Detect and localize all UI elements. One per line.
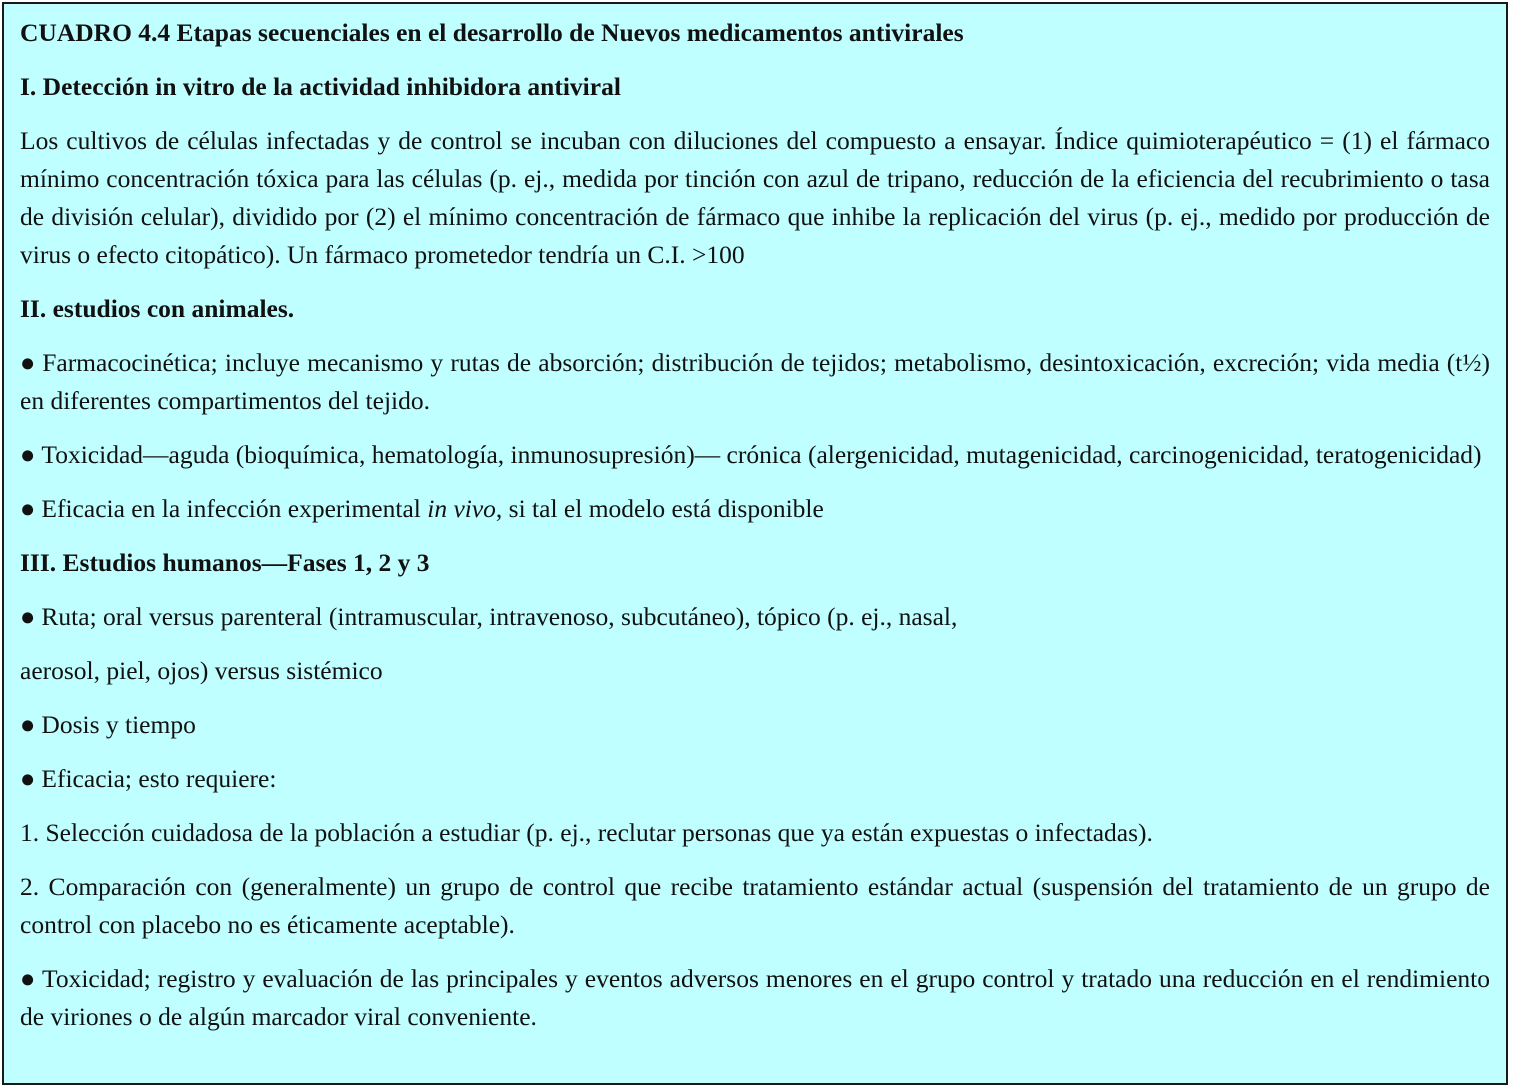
bullet-icon: ● <box>20 602 36 631</box>
route-continuation: aerosol, piel, ojos) versus sistémico <box>20 656 383 685</box>
efficacy-text-pre: Eficacia en la infección experimental <box>41 494 428 523</box>
bullet-icon: ● <box>20 710 36 739</box>
section-3-heading: III. Estudios humanos—Fases 1, 2 y 3 <box>20 548 430 577</box>
list-item <box>20 960 1490 1036</box>
bullet-icon: ● <box>20 440 36 469</box>
section-2-heading: II. estudios con animales. <box>20 294 295 323</box>
efficacy-text-italic: in vivo <box>427 494 496 523</box>
section-1-body: Los cultivos de células infectadas y de control se incuban con diluciones del compuesto a ensayar. Índice quimioterapéutico = (1) el fármaco mínimo concentración tóxica para las células (p. ej., medida por tinción con azul de tripano, reducción de la eficiencia del recubrimiento o tasa de división celular), dividido por (2) el mínimo concentración de fármaco que inhibe la replicación del virus (p. ej., medido por producción de virus o efecto citopático). Un fármaco prometedor tendría un C.I. >100 <box>20 126 1490 269</box>
route-text: Ruta; oral versus parenteral (intramuscular, intravenoso, subcutáneo), tópico (p. ej., nasal, <box>41 602 958 631</box>
requirement-1: 1. Selección cuidadosa de la población a estudiar (p. ej., reclutar personas que ya están expuestas o infectadas). <box>20 818 1153 847</box>
list-item <box>20 598 1490 636</box>
table-title: CUADRO 4.4 Etapas secuenciales en el desarrollo de Nuevos medicamentos antivirales <box>20 18 964 47</box>
list-item <box>20 344 1490 420</box>
section-1-heading: I. Detección in vitro de la actividad inhibidora antiviral <box>20 72 621 101</box>
bullet-icon: ● <box>20 348 37 377</box>
table-box <box>2 2 1508 1085</box>
bullet-icon: ● <box>20 764 36 793</box>
efficacy-text-post: , si tal el modelo está disponible <box>495 494 824 523</box>
requirement-2: 2. Comparación con (generalmente) un grupo de control que recibe tratamiento estándar actual (suspensión del tratamiento de un grupo de control con placebo no es éticamente aceptable). <box>20 872 1490 939</box>
list-item <box>20 760 1490 798</box>
list-item <box>20 436 1490 474</box>
list-item <box>20 706 1490 744</box>
pharmacokinetics-text: Farmacocinética; incluye mecanismo y rutas de absorción; distribución de tejidos; metabolismo, desintoxicación, excreción; vida media (t½) en diferentes compartimentos del tejido. <box>20 348 1490 415</box>
dose-text: Dosis y tiempo <box>41 710 196 739</box>
bullet-icon: ● <box>20 964 37 993</box>
toxicity-text: Toxicidad—aguda (bioquímica, hematología, inmunosupresión)— crónica (alergenicidad, mutagenicidad, carcinogenicidad, teratogenicidad) <box>41 440 1482 469</box>
human-toxicity-text: Toxicidad; registro y evaluación de las principales y eventos adversos menores en el grupo control y tratado una reducción en el rendimiento de viriones o de algún marcador viral conveniente. <box>20 964 1490 1031</box>
list-item <box>20 490 1490 528</box>
efficacy-requirement-text: Eficacia; esto requiere: <box>41 764 277 793</box>
bullet-icon: ● <box>20 494 36 523</box>
